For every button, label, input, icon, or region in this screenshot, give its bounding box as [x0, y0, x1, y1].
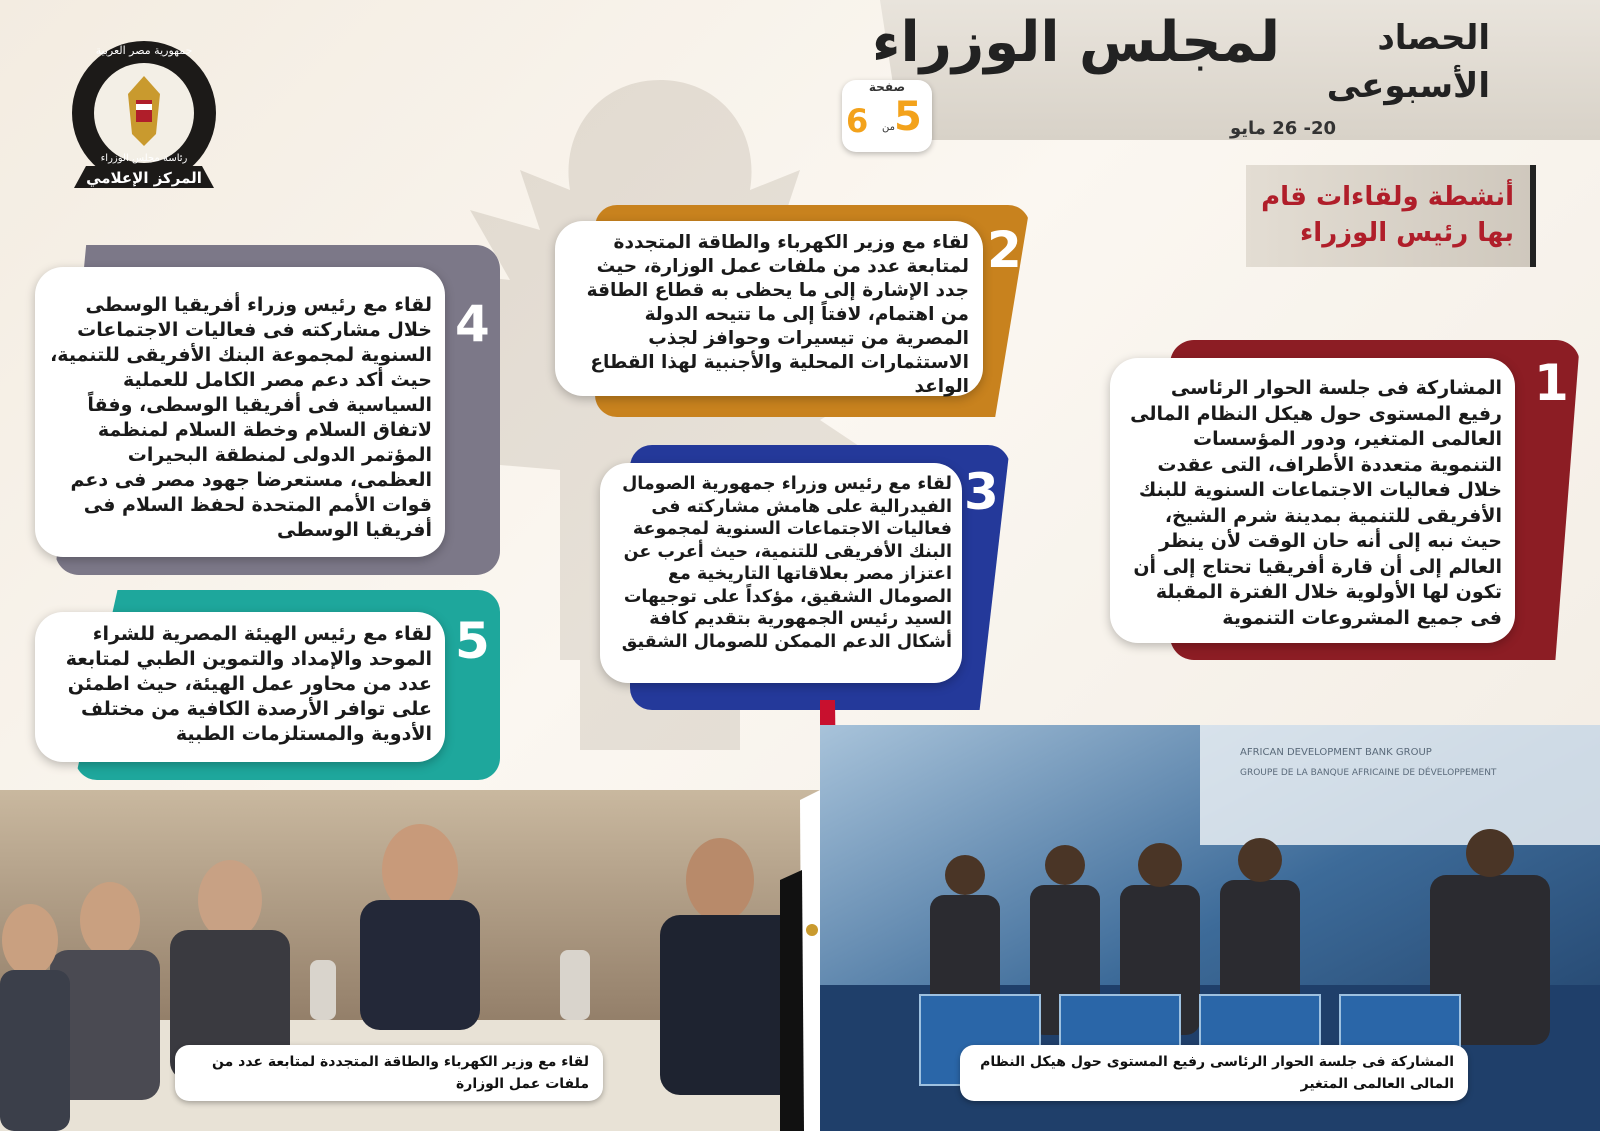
page-title: لمجلس الوزراء [871, 10, 1280, 75]
activity-card-2 [555, 205, 1030, 417]
page-current: 5 [894, 94, 922, 140]
logo-ribbon-text: المركز الإعلامي [86, 169, 202, 187]
page-label: صفحة [868, 80, 906, 94]
cabinet-logo [64, 38, 224, 208]
card-1-number: 1 [1534, 354, 1569, 412]
page-subtitle [1290, 14, 1490, 110]
card-2-text: لقاء مع وزير الكهرباء والطاقة المتجددة لمتابعة عدد من ملفات عمل الوزارة، حيث جدد الإشارة إلى ما يحظى به قطاع الطاقة من اهتمام، لافتاً إلى ما تتيحه الدولة المصرية من تيسيرات وحوافز لجذب الاستثمارات المحلية والأجنبية لهذا القطاع الواعد [586, 232, 969, 397]
card-4-text: لقاء مع رئيس وزراء أفريقيا الوسطى خلال مشاركته فى فعاليات الاجتماعات السنوية لمجموعة البنك الأفريقى للتنمية، حيث أكد دعم مصر الكامل للعملية السياسية فى أفريقيا الوسطى، وفقاً لاتفاق السلام وخطة السلام لمنظمة المؤتمر الدولى لمنطقة البحيرات العظمى، مستعرضا جهود مصر فى دعم قوات الأمم المتحدة لحفظ السلام فى أفريقيا الوسطى [50, 294, 432, 541]
activity-card-3 [600, 445, 1010, 710]
card-3-number: 3 [964, 463, 999, 521]
photo-right-caption: المشاركة فى جلسة الحوار الرئاسى رفيع المستوى حول هيكل النظام المالى العالمى المتغير [960, 1045, 1468, 1101]
card-2-number: 2 [987, 221, 1022, 279]
card-3-text: لقاء مع رئيس وزراء جمهورية الصومال الفيدرالية على هامش مشاركته فى فعاليات الاجتماعات السنوية لمجموعة البنك الأفريقى للتنمية، حيث أعرب عن اعتزاز مصر بعلاقاتها التاريخية مع الصومال الشقيق، مؤكداً على توجيهات السيد رئيس الجمهورية بتقديم كافة أشكال الدعم الممكن للصومال الشقيق [621, 474, 952, 652]
page-of-label: من [882, 122, 895, 133]
card-5-text: لقاء مع رئيس الهيئة المصرية للشراء الموحد والإمداد والتموين الطبي لمتابعة عدد من محاور عمل الهيئة، حيث اطمئن على توافر الأرصدة الكافية من مختلف الأدوية والمستلزمات الطبية [65, 623, 432, 745]
screen-text-2: GROUPE DE LA BANQUE AFRICAINE DE DÉVELOPPEMENT [1240, 768, 1497, 778]
section-title [1246, 165, 1536, 267]
card-5-number: 5 [455, 612, 490, 670]
screen-text-1: AFRICAN DEVELOPMENT BANK GROUP [1240, 747, 1432, 758]
activity-card-4 [35, 245, 500, 575]
page-indicator [842, 80, 932, 152]
date-range: 20- 26 مايو [1230, 118, 1337, 139]
photo-left-caption: لقاء مع وزير الكهرباء والطاقة المتجددة لمتابعة عدد من ملفات عمل الوزارة [175, 1045, 603, 1101]
card-1-text: المشاركة فى جلسة الحوار الرئاسى رفيع المستوى حول هيكل النظام المالى العالمى المتغير، ودور المؤسسات التنموية متعددة الأطراف، التى عقدت خلال فعاليات الاجتماعات السنوية للبنك الأفريقى للتنمية بمدينة شرم الشيخ، حيث نبه إلى أنه حان الوقت لأن ينظر العالم إلى أن قارة أفريقيا تحتاج إلى أن تكون لها الأولوية خلال الفترة المقبلة فى جميع المشروعات التنموية [1130, 377, 1502, 629]
subtitle-line-2: الأسبوعى [1326, 66, 1490, 106]
subtitle-line-1: الحصاد [1377, 18, 1490, 58]
activity-card-1 [1110, 340, 1580, 660]
logo-inner-text: رئاسة مجلس الوزراء [100, 153, 188, 164]
activity-card-5 [35, 590, 500, 780]
page-total: 6 [846, 102, 869, 140]
card-4-number: 4 [455, 295, 490, 353]
logo-arc-text: جمهورية مصر العربية [95, 44, 193, 57]
section-title-line-2: بها رئيس الوزراء [1299, 218, 1514, 248]
section-title-line-1: أنشطة ولقاءات قام [1261, 182, 1514, 212]
